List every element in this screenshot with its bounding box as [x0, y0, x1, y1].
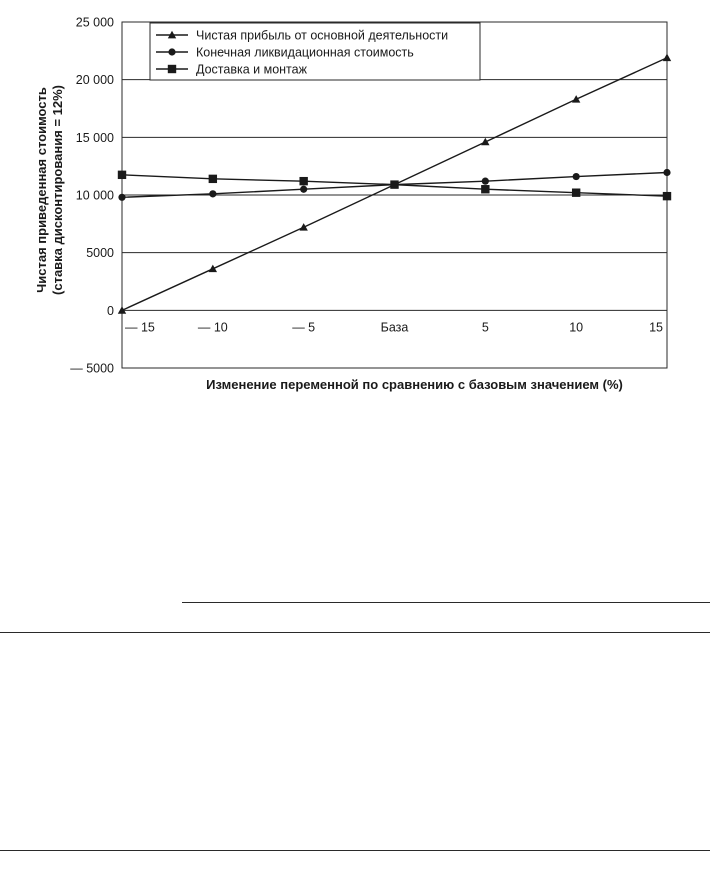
series-net-profit-point	[663, 54, 671, 62]
x-tick-label: — 10	[197, 320, 228, 335]
y-tick-label: 15 000	[75, 130, 114, 145]
y-tick-label: 5000	[86, 246, 114, 261]
y-tick-label: 0	[107, 303, 114, 318]
x-tick-label: База	[380, 320, 409, 335]
series-delivery-installation-point	[299, 177, 307, 185]
series-delivery-installation-point	[663, 192, 671, 200]
series-salvage-value-point	[118, 194, 125, 201]
legend-swatch-point	[168, 65, 176, 73]
page-bottom-rule	[0, 850, 710, 851]
series-net-profit-point	[299, 223, 307, 231]
y-axis-title-line1: Чистая приведенная стоимость	[34, 87, 49, 293]
legend-label: Доставка и монтаж	[196, 62, 307, 77]
series-delivery-installation-point	[481, 185, 489, 193]
x-tick-label: — 5	[292, 320, 316, 335]
series-salvage-value-point	[300, 186, 307, 193]
series-salvage-value-point	[663, 169, 670, 176]
series-delivery-installation-point	[209, 175, 217, 183]
series-net-profit-point	[209, 265, 217, 273]
series-net-profit-point	[481, 138, 489, 146]
x-tick-label: — 15	[125, 320, 155, 335]
page-divider-short	[182, 602, 710, 603]
legend-label: Чистая прибыль от основной деятельности	[196, 28, 449, 43]
y-tick-label: — 5000	[70, 361, 114, 376]
series-layer	[118, 54, 671, 314]
grid-layer	[122, 80, 667, 311]
legend-item	[156, 29, 448, 43]
series-salvage-value-point	[209, 190, 216, 197]
y-tick-label: 20 000	[75, 73, 114, 88]
page-divider-full	[0, 632, 710, 633]
series-delivery-installation-point	[390, 180, 398, 188]
series-salvage-value-point	[573, 173, 580, 180]
x-tick-labels	[125, 320, 663, 334]
series-net-profit-point	[572, 95, 580, 103]
x-tick-label: 15	[649, 320, 663, 335]
x-tick-label: 10	[569, 320, 584, 335]
series-delivery-installation	[118, 171, 671, 201]
x-axis-title: Изменение переменной по сравнению с базовым значением (%)	[206, 377, 623, 392]
series-delivery-installation-point	[118, 171, 126, 179]
series-delivery-installation-point	[572, 188, 580, 196]
y-tick-label: 25 000	[75, 15, 114, 30]
y-axis-title-line2: (ставка дисконтирования = 12%)	[50, 85, 65, 295]
legend-label: Конечная ликвидационная стоимость	[196, 45, 414, 60]
series-salvage-value-point	[482, 178, 489, 185]
legend-swatch-point	[168, 48, 175, 55]
y-tick-labels	[70, 16, 114, 376]
x-tick-label: 5	[481, 320, 489, 335]
y-tick-label: 10 000	[75, 188, 114, 203]
legend	[150, 23, 480, 80]
